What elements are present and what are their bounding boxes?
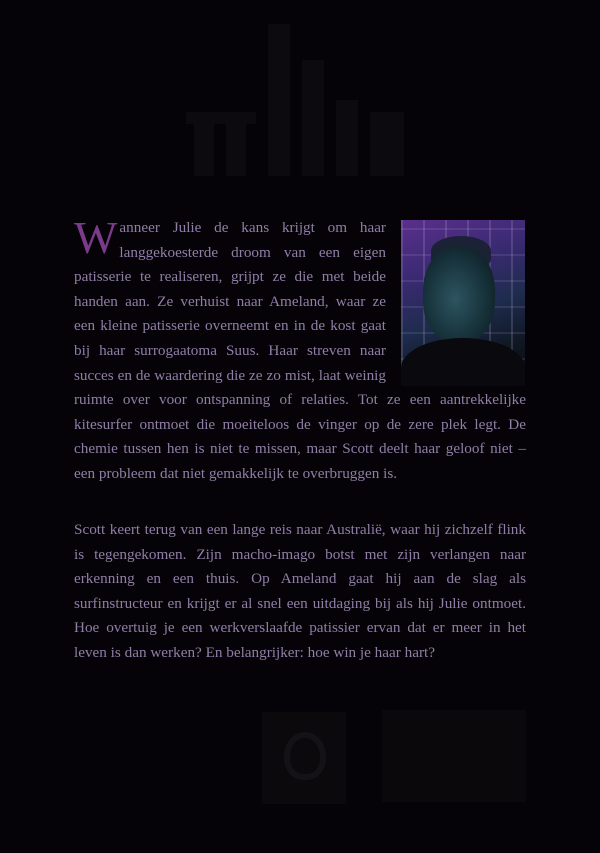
- drop-cap: W: [74, 212, 118, 263]
- barcode-area: [382, 710, 526, 802]
- blurb-paragraph-1-text: anneer Julie de kans krijgt om haar langgekoesterde droom van een eigen patisserie te realiseren, grijpt ze die met beide handen aan. Ze verhuist naar Ameland, waar ze een kleine patisserie overneemt en in de kost gaat bij haar surrogaatoma Suus. Haar streven naar succes en de waardering die ze zo mist, laat weinig ruimte over voor ontspanning of relaties. Tot ze een aantrekkelijke kitesurfer ontmoet die moeiteloos de vinger op de zere plek legt. De chemie tussen hen is niet te missen, maar Scott deelt haar geloof niet – een probleem dat niet gemakkelijk te overbruggen is.: [74, 219, 526, 482]
- blurb-paragraph-2: Scott keert terug van een lange reis naar Australië, waar hij zichzelf flink is tegengekomen. Zijn macho-imago botst met zijn verlangen naar erkenning en een thuis. Op Ameland gaat hij aan de slag als surfinstructeur en krijgt er al snel een uitdaging bij als hij Julie ontmoet. Hoe overtuig je een werkverslaafde patissier ervan dat er meer in het leven is dan werken? En belangrijker: hoe win je haar hart?: [74, 521, 526, 661]
- publisher-logo: [262, 712, 346, 804]
- faint-title-logo: [186, 0, 416, 182]
- blurb-paragraph-1: [74, 212, 526, 487]
